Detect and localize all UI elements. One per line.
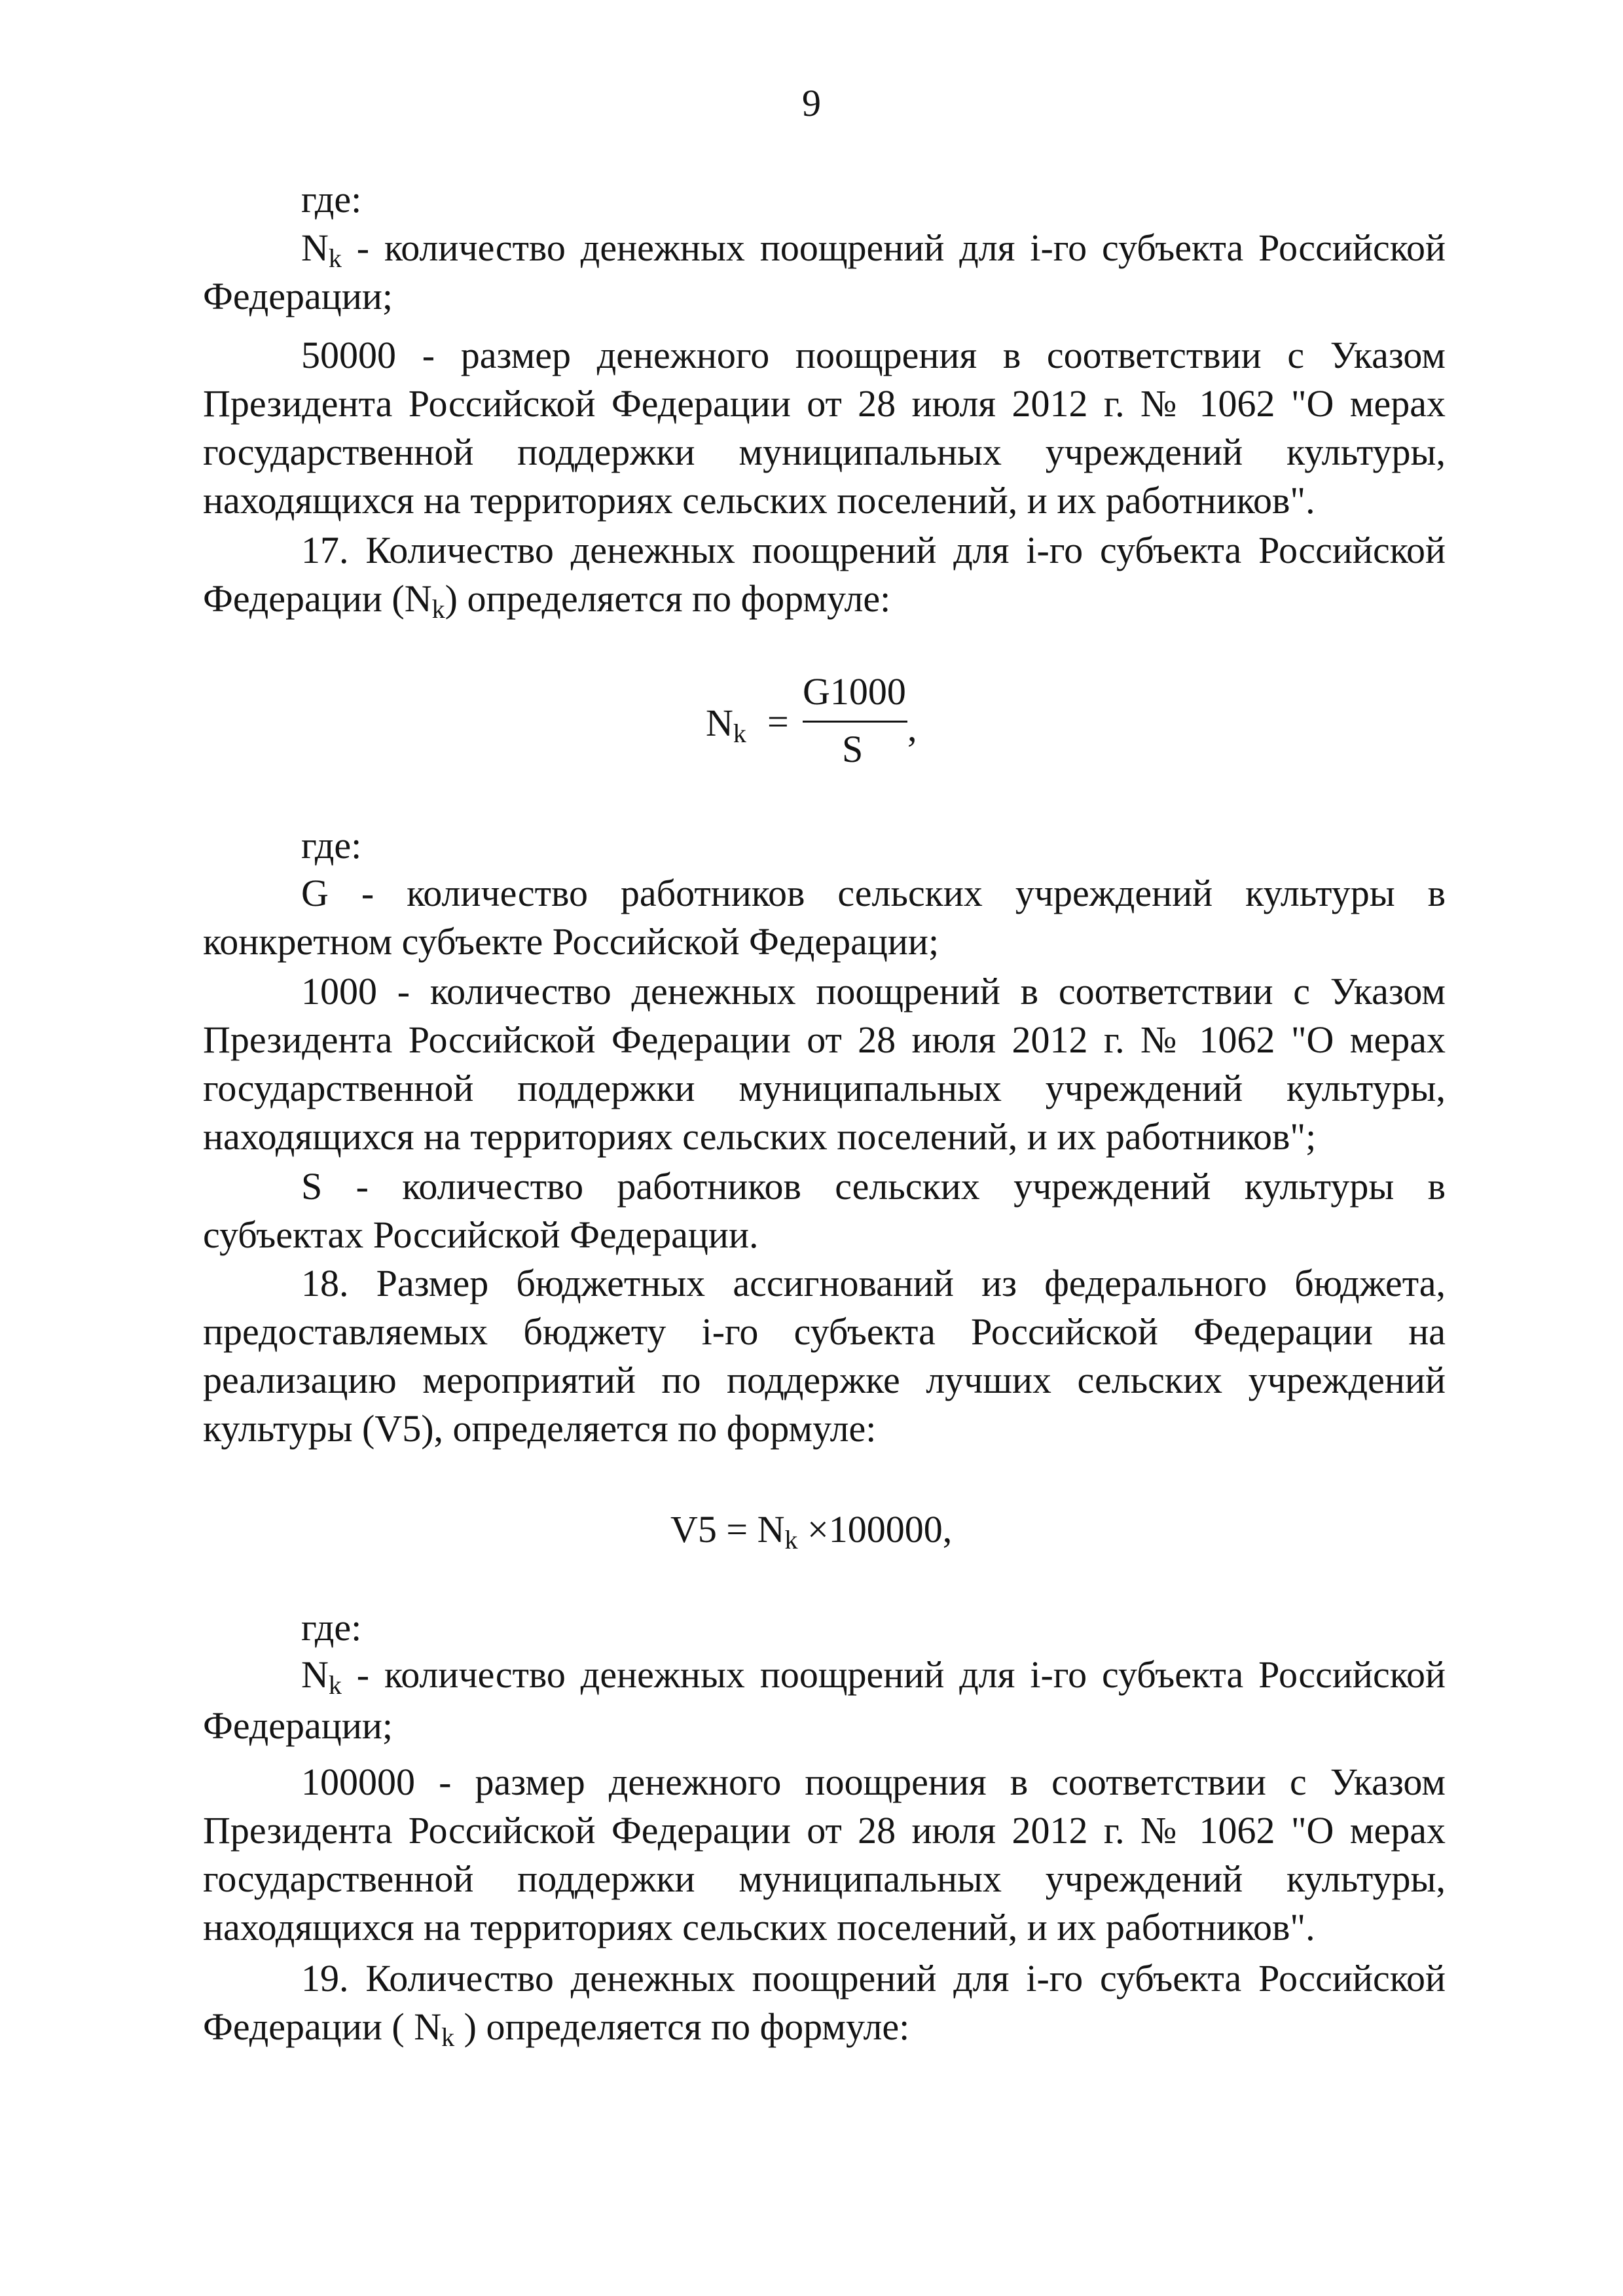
definition-nk-line: $N_k$ - количество денежных поощрений для i-го субъекта Российской — [301, 226, 1446, 273]
text-line: конкретном субъекте Российской Федерации; — [203, 920, 939, 963]
variable-nk: $N_k$ — [301, 1653, 342, 1700]
text-line: находящихся на территориях сельских поселений, и их работников". — [203, 1906, 1315, 1948]
page-number: 9 — [802, 82, 821, 124]
text-line: Федерации; — [203, 275, 393, 317]
text-line: Президента Российской Федерации от 28 июля 2012 г. № 1062 "О мерах — [203, 382, 1446, 425]
paragraph-18-line: предоставляемых бюджету i-го субъекта Российской Федерации на — [203, 1310, 1446, 1353]
text-line: государственной поддержки муниципальных учреждений культуры, — [203, 431, 1446, 473]
text-line: находящихся на территориях сельских поселений, и их работников". — [203, 479, 1315, 522]
formula-v5: $V5 = N_k \times 100000$, — [670, 1508, 953, 1554]
paragraph-18-line: 18. Размер бюджетных ассигнований из федерального бюджета, — [301, 1262, 1446, 1304]
text-line: государственной поддержки муниципальных учреждений культуры, — [203, 1067, 1446, 1109]
text-line: S - количество работников сельских учреждений культуры в — [301, 1165, 1446, 1208]
formula-denominator: S — [842, 728, 864, 770]
formula-numerator: G1000 — [803, 670, 906, 713]
text-line: 100000 - размер денежного поощрения в соответствии с Указом — [301, 1761, 1446, 1803]
paragraph-19-line: 19. Количество денежных поощрений для i-го субъекта Российской — [301, 1957, 1446, 2000]
paragraph-17-line: 17. Количество денежных поощрений для i-го субъекта Российской — [301, 529, 1446, 571]
text-line: находящихся на территориях сельских поселений, и их работников"; — [203, 1115, 1317, 1158]
text-line: 50000 - размер денежного поощрения в соответствии с Указом — [301, 334, 1446, 376]
paragraph-18-line: реализацию мероприятий по поддержке лучших сельских учреждений — [203, 1359, 1446, 1401]
variable-nk: $N_k$ — [301, 226, 342, 273]
fraction-bar — [803, 721, 907, 723]
text-line: G - количество работников сельских учреждений культуры в — [301, 872, 1446, 914]
paragraph-17-line: Федерации $(N_k)$ определяется по формуле: — [203, 577, 891, 624]
where-label: где: — [301, 824, 362, 867]
paragraph-19-line: Федерации ( $N_k$ ) определяется по формуле: — [203, 2005, 910, 2052]
formula-lhs: $N_k$ — [706, 702, 746, 748]
text-line: государственной поддержки муниципальных учреждений культуры, — [203, 1857, 1446, 1900]
text-line: Президента Российской Федерации от 28 июля 2012 г. № 1062 "О мерах — [203, 1018, 1446, 1061]
definition-nk-line: $N_k$ - количество денежных поощрений для i-го субъекта Российской — [301, 1653, 1446, 1700]
text-line: Президента Российской Федерации от 28 июля 2012 г. № 1062 "О мерах — [203, 1809, 1446, 1852]
formula-comma: , — [907, 707, 917, 749]
paragraph-18-line: культуры (V5), определяется по формуле: — [203, 1407, 877, 1450]
text-line: Федерации; — [203, 1704, 393, 1747]
formula-equals: = — [767, 700, 789, 743]
where-label: где: — [301, 1606, 362, 1649]
where-label: где: — [301, 178, 362, 221]
text-line: 1000 - количество денежных поощрений в соответствии с Указом — [301, 970, 1446, 1013]
text-line: субъектах Российской Федерации. — [203, 1213, 759, 1256]
